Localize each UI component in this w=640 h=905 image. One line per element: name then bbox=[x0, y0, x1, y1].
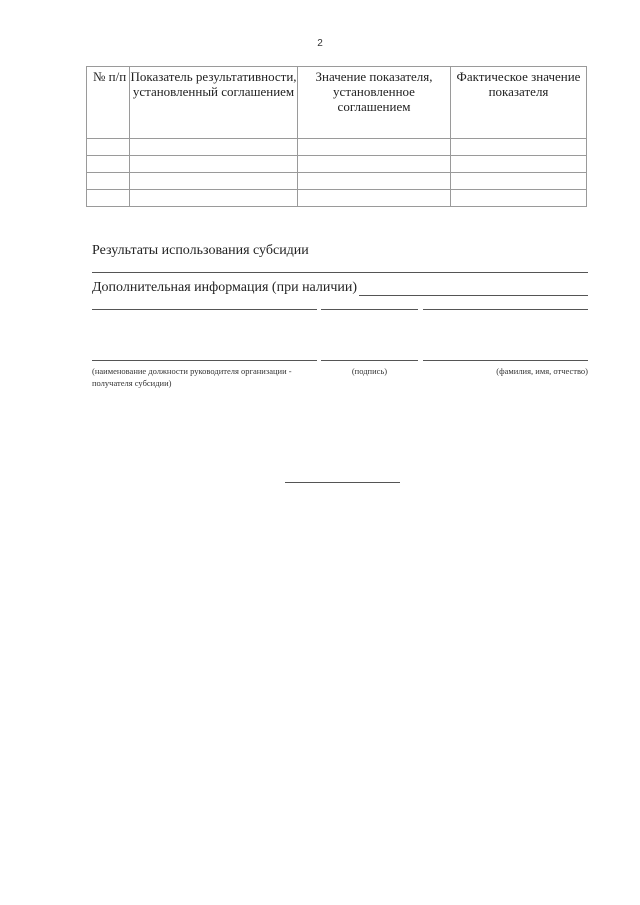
header-actual-value: Фактическое значение показателя bbox=[451, 67, 587, 139]
table-cell bbox=[451, 156, 587, 173]
header-indicator: Показатель результативности, установленный соглашением bbox=[130, 67, 298, 139]
table-cell bbox=[298, 139, 451, 156]
table-cell bbox=[451, 173, 587, 190]
additional-info-label: Дополнительная информация (при наличии) bbox=[92, 280, 358, 295]
signature-line bbox=[321, 360, 418, 361]
blank-line-left bbox=[92, 309, 317, 310]
position-caption: (наименование должности руководителя организации - получателя субсидии) bbox=[92, 366, 292, 388]
table-cell bbox=[87, 173, 130, 190]
table-row bbox=[87, 190, 587, 207]
indicator-table bbox=[86, 66, 587, 207]
additional-info-row bbox=[92, 280, 588, 296]
table-row bbox=[87, 156, 587, 173]
document-end-rule bbox=[285, 482, 400, 483]
results-label: Результаты использования субсидии bbox=[92, 243, 309, 258]
full-name-line bbox=[423, 360, 588, 361]
header-number: № п/п bbox=[87, 67, 130, 139]
table-row bbox=[87, 173, 587, 190]
position-signature-line bbox=[92, 360, 317, 361]
table-cell bbox=[130, 139, 298, 156]
header-agreed-value: Значение показателя, установленное соглашением bbox=[298, 67, 451, 139]
table-cell bbox=[130, 190, 298, 207]
table-cell bbox=[130, 156, 298, 173]
signature-caption: (подпись) bbox=[351, 366, 388, 376]
table-row bbox=[87, 139, 587, 156]
table-cell bbox=[451, 139, 587, 156]
table-header-row bbox=[87, 67, 587, 139]
table-cell bbox=[87, 139, 130, 156]
table-cell bbox=[298, 156, 451, 173]
additional-info-fill-line bbox=[359, 282, 588, 296]
blank-line-right bbox=[423, 309, 588, 310]
table-cell bbox=[87, 156, 130, 173]
table-cell bbox=[298, 190, 451, 207]
page-number: 2 bbox=[317, 38, 323, 49]
table-cell bbox=[298, 173, 451, 190]
results-fill-line bbox=[92, 272, 588, 273]
table-cell bbox=[451, 190, 587, 207]
blank-line-middle bbox=[321, 309, 418, 310]
full-name-caption: (фамилия, имя, отчество) bbox=[496, 366, 588, 376]
table-cell bbox=[130, 173, 298, 190]
table-cell bbox=[87, 190, 130, 207]
